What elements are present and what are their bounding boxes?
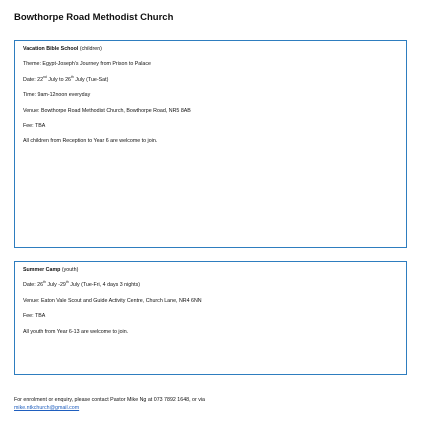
vbs-date-prefix: Date: 22 — [23, 76, 44, 83]
contact-email-link[interactable]: mike.ntkchurch@gmail.com — [14, 405, 80, 411]
camp-eligibility: All youth from Year 6-13 are welcome to join. — [23, 328, 129, 335]
vbs-date-mid: July to 26 — [46, 76, 71, 83]
vbs-heading-label: Vacation Bible School — [23, 46, 79, 52]
vbs-theme: Theme: Egypt-Joseph’s Journey from Prison to Palace — [23, 61, 151, 68]
camp-heading — [23, 267, 398, 274]
vacation-bible-school-section — [14, 40, 407, 248]
contact-footer — [14, 396, 414, 412]
vbs-heading — [23, 46, 398, 53]
camp-date-prefix: Date: 26 — [23, 282, 44, 289]
camp-heading-note: (youth) — [61, 267, 79, 273]
camp-date-mid: July -29 — [45, 282, 66, 289]
camp-fee: Fee: TBA — [23, 313, 46, 320]
contact-text: For enrolment or enquiry, please contact Pastor Mike Ng at 073 7892 1648, or via — [14, 397, 205, 403]
vbs-heading-note: (children) — [79, 46, 102, 52]
camp-date-sup2: th — [65, 280, 69, 285]
camp-venue: Venue: Eaton Vale Scout and Guide Activity Centre, Church Lane, NR4 6NN — [23, 297, 202, 304]
vbs-date — [23, 77, 398, 84]
camp-heading-label: Summer Camp — [23, 267, 61, 273]
page-title: Bowthorpe Road Methodist Church — [14, 12, 174, 23]
vbs-date-sup2: th — [70, 75, 74, 80]
vbs-time: Time: 9am-12noon everyday — [23, 92, 91, 99]
vbs-fee: Fee: TBA — [23, 122, 46, 129]
vbs-date-suffix: July (Tue-Sat) — [73, 76, 109, 83]
summer-camp-section — [14, 261, 407, 375]
camp-date — [23, 282, 398, 289]
vbs-eligibility: All children from Reception to Year 6 are welcome to join. — [23, 138, 158, 145]
camp-date-suffix: July (Tue-Fri, 4 days 3 nights) — [68, 282, 141, 289]
vbs-date-sup1: nd — [43, 75, 47, 80]
vbs-venue: Venue: Bowthorpe Road Methodist Church, Bowthorpe Road, NR5 8AB — [23, 107, 191, 114]
camp-date-sup1: th — [43, 280, 46, 285]
